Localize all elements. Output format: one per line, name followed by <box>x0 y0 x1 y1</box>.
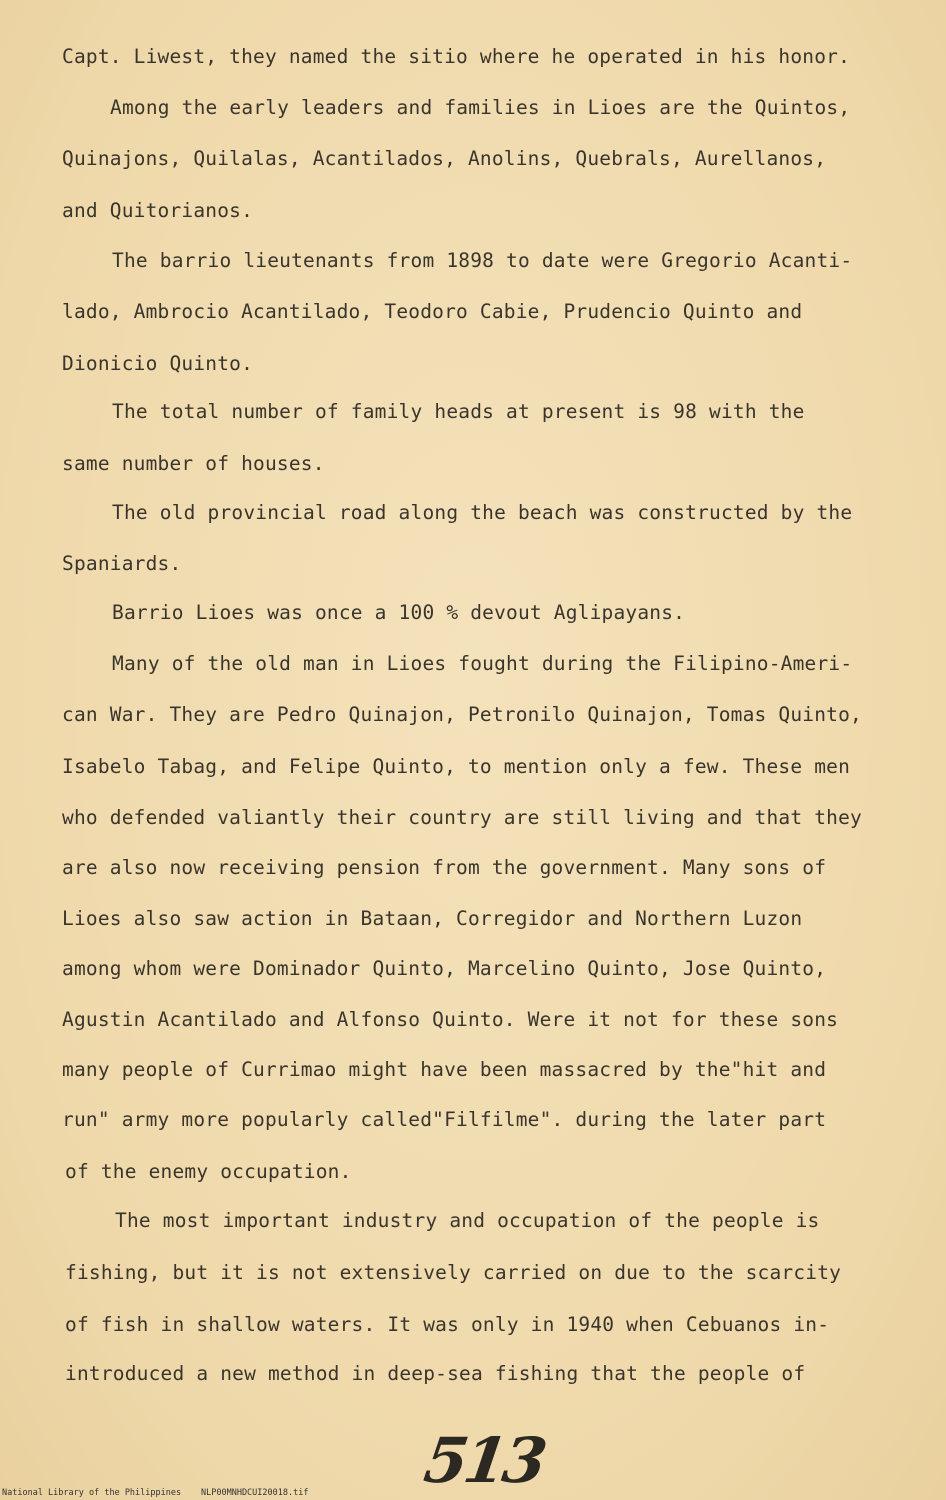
text-line-27: introduced a new method in deep-sea fishing that the people of <box>65 1362 806 1385</box>
text-line-5: The barrio lieutenants from 1898 to date were Gregorio Acanti- <box>112 249 853 272</box>
text-line-2: Among the early leaders and families in Lioes are the Quintos, <box>110 96 851 119</box>
text-line-21: many people of Currimao might have been massacred by the"hit and <box>62 1058 827 1081</box>
text-line-3: Quinajons, Quilalas, Acantilados, Anolins, Quebrals, Aurellanos, <box>62 147 827 170</box>
text-line-16: who defended valiantly their country are still living and that they <box>62 806 862 829</box>
text-line-6: lado, Ambrocio Acantilado, Teodoro Cabie, Prudencio Quinto and <box>62 300 803 323</box>
text-line-8: The total number of family heads at present is 98 with the <box>112 400 805 423</box>
text-line-24: The most important industry and occupation of the people is <box>115 1209 820 1232</box>
text-line-14: can War. They are Pedro Quinajon, Petronilo Quinajon, Tomas Quinto, <box>62 703 862 726</box>
text-line-22: run" army more popularly called"Filfilme". during the later part <box>62 1108 827 1131</box>
text-line-25: fishing, but it is not extensively carried on due to the scarcity <box>65 1261 842 1284</box>
text-line-18: Lioes also saw action in Bataan, Corregidor and Northern Luzon <box>62 907 803 930</box>
footer-library-name: National Library of the Philippines <box>2 1488 182 1498</box>
text-line-1: Capt. Liwest, they named the sitio where he operated in his honor. <box>62 45 851 68</box>
text-line-4: and Quitorianos. <box>62 199 254 222</box>
text-line-10: The old provincial road along the beach was constructed by the <box>112 501 853 524</box>
text-line-11: Spaniards. <box>62 552 182 575</box>
text-line-7: Dionicio Quinto. <box>62 352 254 375</box>
text-line-15: Isabelo Tabag, and Felipe Quinto, to mention only a few. These men <box>62 755 851 778</box>
text-line-23: of the enemy occupation. <box>65 1160 352 1183</box>
text-line-9: same number of houses. <box>62 452 325 475</box>
text-line-13: Many of the old man in Lioes fought during the Filipino-Ameri- <box>112 652 853 675</box>
text-line-12: Barrio Lioes was once a 100 % devout Aglipayans. <box>112 601 686 624</box>
text-line-20: Agustin Acantilado and Alfonso Quinto. Were it not for these sons <box>62 1008 839 1031</box>
text-line-26: of fish in shallow waters. It was only in 1940 when Cebuanos in- <box>65 1313 830 1336</box>
text-line-19: among whom were Dominador Quinto, Marcelino Quinto, Jose Quinto, <box>62 957 827 980</box>
handwritten-page-number: 513 <box>419 1424 548 1497</box>
text-line-17: are also now receiving pension from the government. Many sons of <box>62 856 827 879</box>
footer-file-name: NLP00MNHDCUI20018.tif <box>201 1488 309 1498</box>
